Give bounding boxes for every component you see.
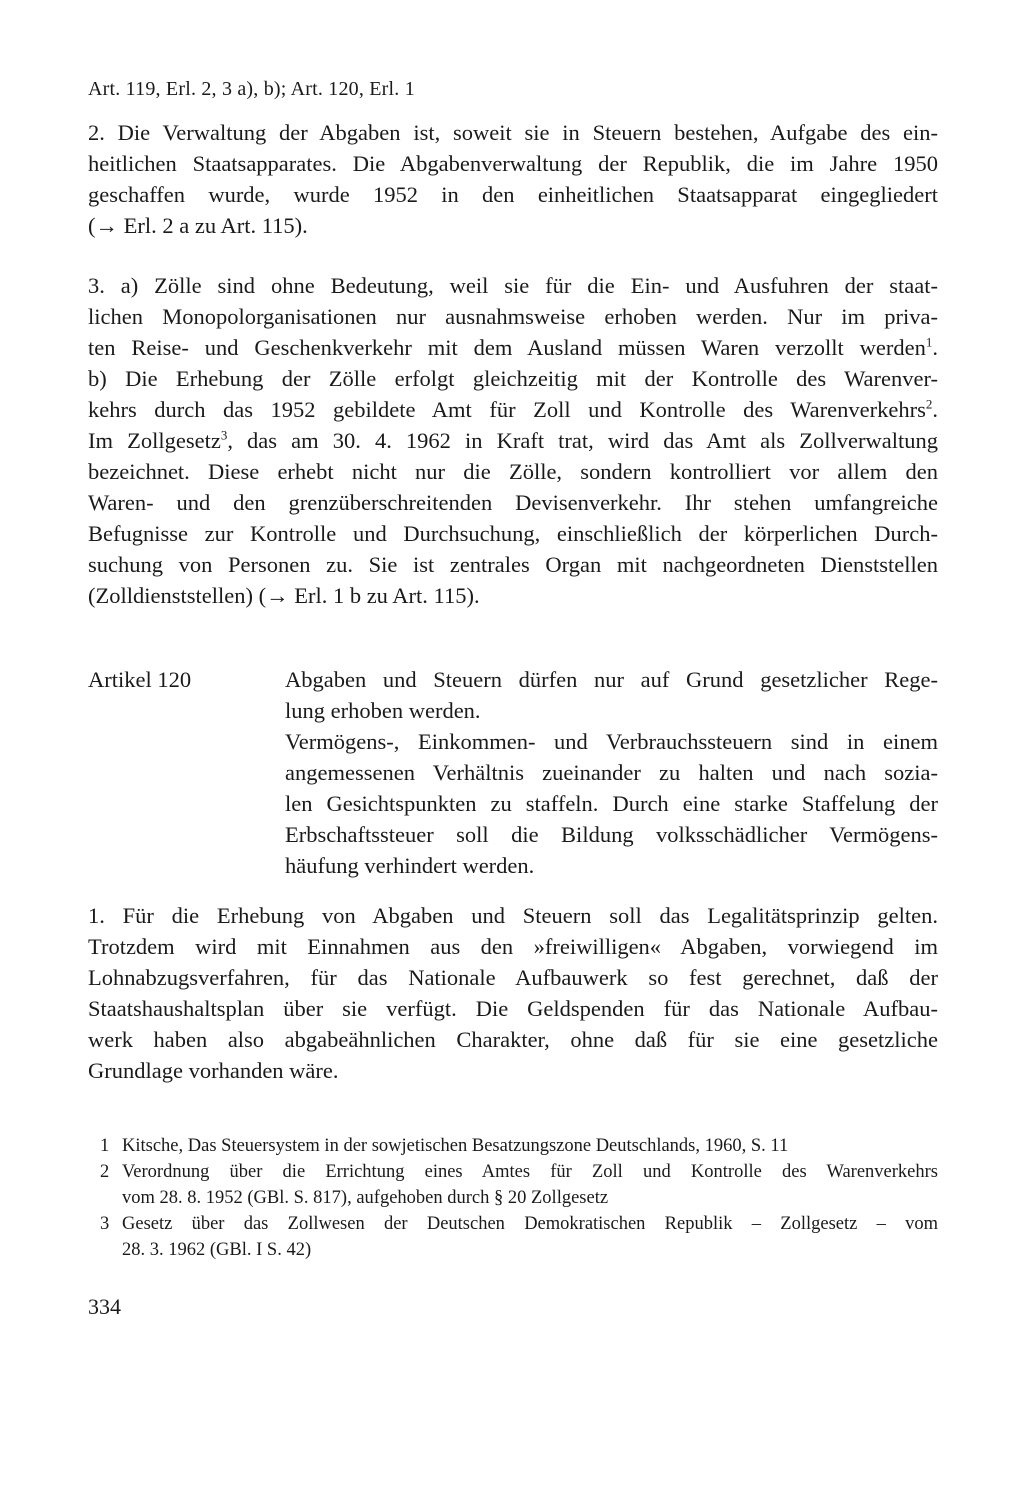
page-number: 334	[88, 1294, 121, 1319]
text-line-with-footnote	[88, 332, 938, 363]
commentary-note-1	[88, 900, 938, 1086]
footnote-line: Gesetz über das Zollwesen der Deutschen Demokratischen Republik – Zollgesetz – vom	[122, 1214, 938, 1234]
text-span: , das am 30. 4. 1962 in Kraft trat, wird das Amt als Zollverwaltung	[227, 428, 938, 453]
text-line: 3. a) Zölle sind ohne Bedeutung, weil sie für die Ein- und Ausfuhren der staat-	[88, 273, 938, 298]
footnote-1	[88, 1133, 938, 1159]
text-line: (→ Erl. 2 a zu Art. 115).	[88, 213, 308, 238]
text-line: werk haben also abgabeähnlichen Charakter, ohne daß für sie eine gesetzliche	[88, 1027, 938, 1052]
footnotes	[88, 1133, 938, 1263]
text-line: Erbschaftssteuer soll die Bildung volksschädlicher Vermögens-	[285, 822, 938, 847]
text-line: Befugnisse zur Kontrolle und Durchsuchung, einschließlich der körperlichen Durch-	[88, 521, 938, 546]
text-line: lichen Monopolorganisationen nur ausnahmsweise erhoben werden. Nur im priva-	[88, 304, 938, 329]
footnote-line: vom 28. 8. 1952 (GBl. S. 817), aufgehoben durch § 20 Zollgesetz	[122, 1188, 609, 1208]
text-line: suchung von Personen zu. Sie ist zentrales Organ mit nachgeordneten Dienststellen	[88, 552, 938, 577]
text-line-with-footnote	[88, 425, 938, 456]
text-line: lung erhoben werden.	[285, 698, 481, 723]
commentary-note-3	[88, 270, 938, 611]
footnote-3	[88, 1211, 938, 1263]
text-span: .	[932, 335, 938, 360]
text-line: 2. Die Verwaltung der Abgaben ist, soweit sie in Steuern bestehen, Aufgabe des ein-	[88, 120, 938, 145]
text-line: (Zolldienststellen) (→ Erl. 1 b zu Art. 115).	[88, 583, 480, 608]
text-span: Im Zollgesetz	[88, 428, 221, 453]
footnote-number: 3	[100, 1214, 110, 1234]
text-line: geschaffen wurde, wurde 1952 in den einheitlichen Staatsapparat eingegliedert	[88, 182, 938, 207]
text-line: angemessenen Verhältnis zueinander zu halten und nach sozia-	[285, 760, 938, 785]
text-line: Vermögens-, Einkommen- und Verbrauchssteuern sind in einem	[285, 729, 938, 754]
text-line: Trotzdem wird mit Einnahmen aus den »freiwilligen« Abgaben, vorwiegend im	[88, 934, 938, 959]
text-line: b) Die Erhebung der Zölle erfolgt gleichzeitig mit der Kontrolle des Warenver-	[88, 366, 938, 391]
text-span: .	[932, 397, 938, 422]
footnote-number: 1	[100, 1136, 110, 1156]
article-text	[285, 664, 938, 881]
text-line: heitlichen Staatsapparates. Die Abgabenverwaltung der Republik, die im Jahre 1950	[88, 151, 938, 176]
footnote-2	[88, 1159, 938, 1211]
text-span: kehrs durch das 1952 gebildete Amt für Zoll und Kontrolle des Warenverkehrs	[88, 397, 926, 422]
text-line: häufung verhindert werden.	[285, 853, 535, 878]
running-header-reference: Art. 119, Erl. 2, 3 a), b); Art. 120, Erl. 1	[88, 78, 415, 100]
footnote-reference-3[interactable]: 3	[220, 427, 228, 443]
text-line: Staatshaushaltsplan über sie verfügt. Die Geldspenden für das Nationale Aufbau-	[88, 996, 938, 1021]
footnote-line: Kitsche, Das Steuersystem in der sowjetischen Besatzungszone Deutschlands, 1960, S. 11	[122, 1136, 789, 1156]
text-line-with-footnote	[88, 394, 938, 425]
text-line: Lohnabzugsverfahren, für das Nationale Aufbauwerk so fest gerechnet, daß der	[88, 965, 938, 990]
footnote-line: Verordnung über die Errichtung eines Amtes für Zoll und Kontrolle des Warenverkehrs	[122, 1162, 938, 1182]
text-line: bezeichnet. Diese erhebt nicht nur die Zölle, sondern kontrolliert vor allem den	[88, 459, 938, 484]
footnote-reference-2[interactable]: 2	[925, 396, 933, 412]
text-line: 1. Für die Erhebung von Abgaben und Steuern soll das Legalitätsprinzip gelten.	[88, 903, 938, 928]
footnote-number: 2	[100, 1162, 110, 1182]
text-line: len Gesichtspunkten zu staffeln. Durch eine starke Staffelung der	[285, 791, 938, 816]
commentary-note-2	[88, 117, 938, 241]
text-line: Waren- und den grenzüberschreitenden Devisenverkehr. Ihr stehen umfangreiche	[88, 490, 938, 515]
text-line: Grundlage vorhanden wäre.	[88, 1058, 339, 1083]
text-line: Abgaben und Steuern dürfen nur auf Grund gesetzlicher Rege-	[285, 667, 938, 692]
footnote-reference-1[interactable]: 1	[925, 334, 933, 350]
article-label: Artikel 120	[88, 667, 192, 692]
footnote-line: 28. 3. 1962 (GBl. I S. 42)	[122, 1240, 312, 1260]
text-span: ten Reise- und Geschenkverkehr mit dem Ausland müssen Waren verzollt werden	[88, 335, 926, 360]
